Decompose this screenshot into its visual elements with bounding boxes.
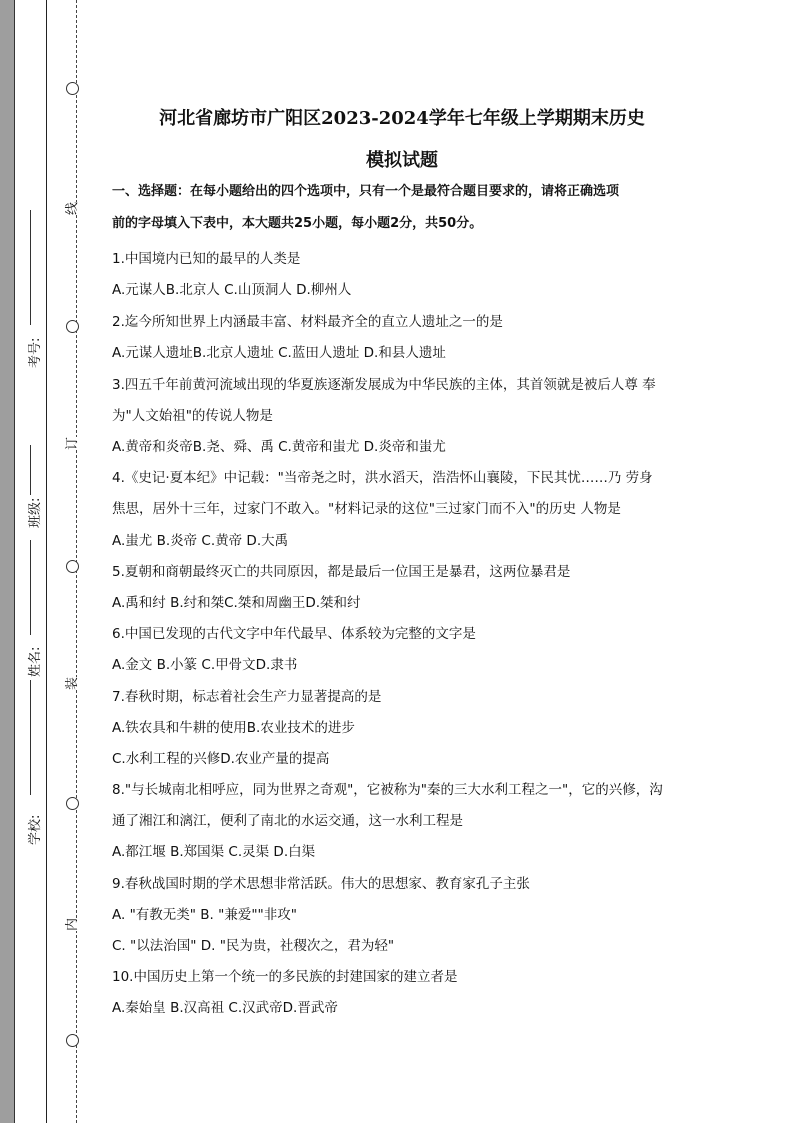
question-line: A.金文 B.小篆 C.甲骨文D.隶书 — [112, 657, 298, 673]
question-line: 1.中国境内已知的最早的人类是 — [112, 251, 301, 267]
cut-mark-bind: 订 — [59, 437, 82, 450]
question-line: A.元谋人B.北京人 C.山顶洞人 D.柳州人 — [112, 282, 352, 298]
binding-hole — [66, 797, 79, 810]
exam-title: 河北省廊坊市广阳区2023-2024学年七年级上学期期末历史 — [159, 108, 645, 129]
question-line: 为"人文始祖"的传说人物是 — [112, 408, 273, 424]
question-line: 2.迄今所知世界上内涵最丰富、材料最齐全的直立人遗址之一的是 — [112, 314, 503, 330]
exam-number-label: 考号: — [28, 337, 43, 368]
class-label: 班级: — [28, 497, 43, 528]
question-line: 4.《史记·夏本纪》中记载："当帝尧之时，洪水滔天，浩浩怀山襄陵，下民其忧……乃 劳身 — [112, 470, 653, 486]
question-line: C.水利工程的兴修D.农业产量的提高 — [112, 751, 330, 767]
question-line: A.铁农具和牛耕的使用B.农业技术的进步 — [112, 720, 355, 736]
binding-hole — [66, 560, 79, 573]
exam-number-field-line — [30, 210, 31, 325]
cut-mark-install: 装 — [59, 677, 82, 690]
question-line: 7.春秋时期，标志着社会生产力显著提高的是 — [112, 689, 382, 705]
question-line: 5.夏朝和商朝最终灭亡的共同原因，都是最后一位国王是暴君，这两位暴君是 — [112, 564, 571, 580]
question-line: C. "以法治国" D. "民为贵，社稷次之，君为轻" — [112, 938, 395, 954]
question-line: A.元谋人遗址B.北京人遗址 C.蓝田人遗址 D.和县人遗址 — [112, 345, 446, 361]
section-instructions-line-2: 前的字母填入下表中，本大题共25小题，每小题2分，共50分。 — [112, 216, 483, 231]
question-line: 10.中国历史上第一个统一的多民族的封建国家的建立者是 — [112, 969, 458, 985]
section-instructions-line-1: 一、选择题：在每小题给出的四个选项中，只有一个是最符合题目要求的，请将正确选项 — [112, 184, 620, 199]
gutter-border — [14, 0, 15, 1123]
question-line: A.禹和纣 B.纣和桀C.桀和周幽王D.桀和纣 — [112, 595, 361, 611]
question-line: 焦思，居外十三年，过家门不敢入。"材料记录的这位"三过家门而不入"的历史 人物是 — [112, 501, 621, 517]
binding-hole — [66, 82, 79, 95]
question-line: 6.中国已发现的古代文字中年代最早、体系较为完整的文字是 — [112, 626, 476, 642]
school-field-line — [30, 680, 31, 795]
question-line: 通了湘江和漓江，便利了南北的水运交通，这一水利工程是 — [112, 813, 463, 829]
binding-inner-line — [46, 0, 47, 1123]
question-line: 9.春秋战国时期的学术思想非常活跃。伟大的思想家、教育家孔子主张 — [112, 876, 530, 892]
cut-mark-inside: 内 — [59, 918, 82, 931]
exam-subtitle: 模拟试题 — [366, 150, 438, 171]
cut-mark-line: 线 — [59, 202, 82, 215]
binding-hole — [66, 320, 79, 333]
question-line: A.都江堰 B.郑国渠 C.灵渠 D.白渠 — [112, 844, 316, 860]
question-line: A. "有教无类" B. "兼爱""非攻" — [112, 907, 297, 923]
question-line: A.蚩尤 B.炎帝 C.黄帝 D.大禹 — [112, 533, 289, 549]
question-line: A.秦始皇 B.汉高祖 C.汉武帝D.晋武帝 — [112, 1000, 338, 1016]
question-line: A.黄帝和炎帝B.尧、舜、禹 C.黄帝和蚩尤 D.炎帝和蚩尤 — [112, 439, 446, 455]
school-label: 学校: — [28, 814, 43, 845]
question-line: 3.四五千年前黄河流域出现的华夏族逐渐发展成为中华民族的主体，其首领就是被后人尊 奉 — [112, 377, 656, 393]
class-field-line — [30, 445, 31, 495]
binding-hole — [66, 1034, 79, 1047]
name-field-line — [30, 540, 31, 635]
binding-gutter — [0, 0, 14, 1123]
question-line: 8."与长城南北相呼应，同为世界之奇观"，它被称为"秦的三大水利工程之一"，它的兴修，沟 — [112, 782, 663, 798]
name-label: 姓名: — [28, 646, 43, 677]
